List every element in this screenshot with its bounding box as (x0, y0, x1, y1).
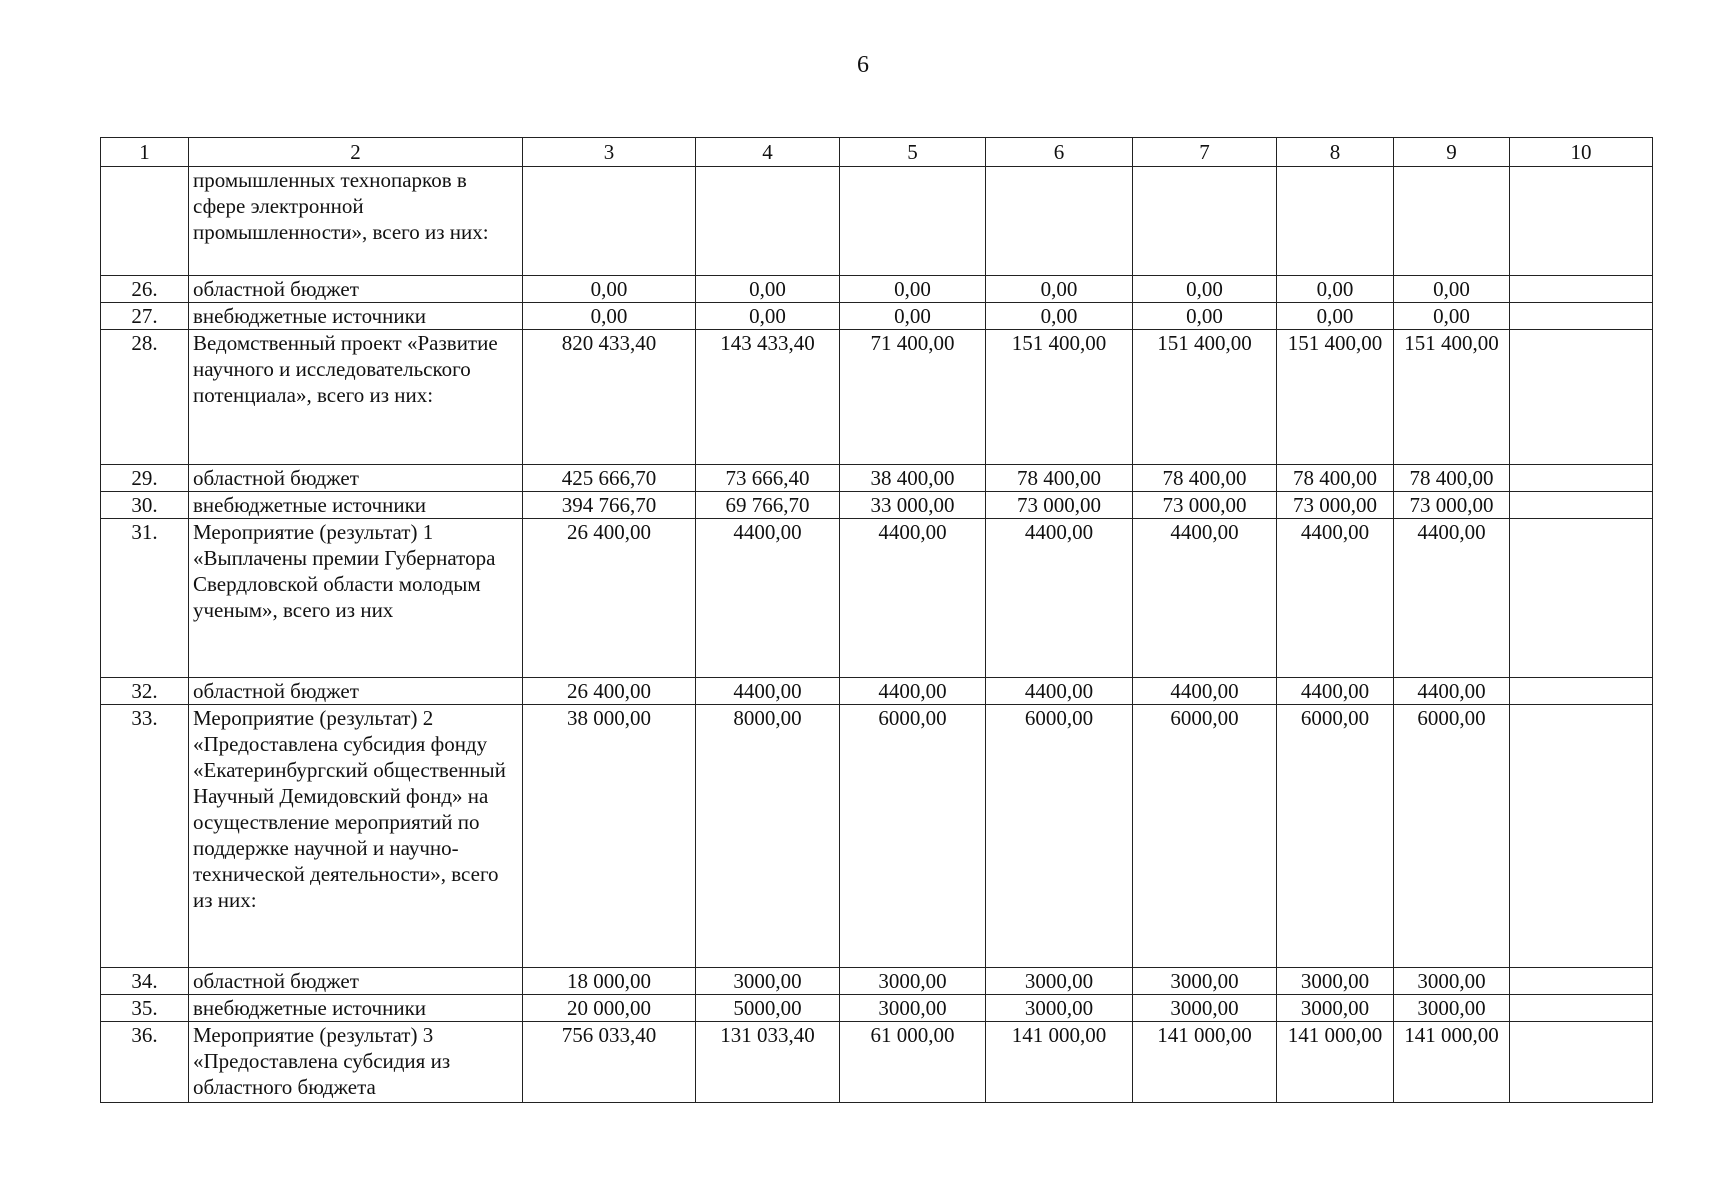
row-number: 33. (101, 705, 189, 968)
value-cell: 4400,00 (1277, 519, 1394, 678)
value-cell: 8000,00 (696, 705, 840, 968)
value-cell: 4400,00 (1133, 678, 1277, 705)
value-cell: 4400,00 (986, 678, 1133, 705)
value-cell: 0,00 (840, 303, 986, 330)
value-cell (1510, 303, 1653, 330)
value-cell: 73 000,00 (986, 492, 1133, 519)
value-cell: 0,00 (1394, 303, 1510, 330)
row-name: промышленных технопарков в сфере электронной промышленности», всего из них: (189, 167, 523, 276)
value-cell: 820 433,40 (523, 330, 696, 465)
value-cell (1510, 519, 1653, 678)
row-name: внебюджетные источники (189, 492, 523, 519)
value-cell: 18 000,00 (523, 968, 696, 995)
value-cell: 26 400,00 (523, 519, 696, 678)
value-cell: 3000,00 (840, 968, 986, 995)
column-header: 1 (101, 138, 189, 167)
value-cell: 6000,00 (840, 705, 986, 968)
row-number: 34. (101, 968, 189, 995)
value-cell: 0,00 (1394, 276, 1510, 303)
value-cell: 143 433,40 (696, 330, 840, 465)
value-cell: 3000,00 (696, 968, 840, 995)
value-cell: 0,00 (696, 303, 840, 330)
value-cell: 26 400,00 (523, 678, 696, 705)
column-header: 6 (986, 138, 1133, 167)
value-cell: 0,00 (1133, 303, 1277, 330)
value-cell: 73 000,00 (1133, 492, 1277, 519)
row-name: внебюджетные источники (189, 995, 523, 1022)
value-cell: 38 400,00 (840, 465, 986, 492)
table-row (101, 276, 1653, 303)
value-cell: 6000,00 (1277, 705, 1394, 968)
value-cell: 756 033,40 (523, 1022, 696, 1103)
row-name: областной бюджет (189, 276, 523, 303)
row-number: 28. (101, 330, 189, 465)
column-header: 4 (696, 138, 840, 167)
value-cell (1510, 330, 1653, 465)
table-row (101, 465, 1653, 492)
value-cell: 4400,00 (1277, 678, 1394, 705)
row-name: Мероприятие (результат) 1 «Выплачены премии Губернатора Свердловской области молодым ученым», всего из них (189, 519, 523, 678)
value-cell: 131 033,40 (696, 1022, 840, 1103)
row-name: областной бюджет (189, 968, 523, 995)
value-cell: 3000,00 (1277, 995, 1394, 1022)
value-cell (523, 167, 696, 276)
row-number: 36. (101, 1022, 189, 1103)
table-row (101, 492, 1653, 519)
column-header: 10 (1510, 138, 1653, 167)
value-cell: 78 400,00 (1133, 465, 1277, 492)
value-cell: 78 400,00 (986, 465, 1133, 492)
value-cell: 151 400,00 (986, 330, 1133, 465)
value-cell: 394 766,70 (523, 492, 696, 519)
value-cell: 141 000,00 (1133, 1022, 1277, 1103)
value-cell: 3000,00 (986, 968, 1133, 995)
value-cell: 6000,00 (1133, 705, 1277, 968)
value-cell (1510, 492, 1653, 519)
value-cell (1510, 995, 1653, 1022)
value-cell (696, 167, 840, 276)
value-cell: 4400,00 (1394, 678, 1510, 705)
value-cell: 141 000,00 (986, 1022, 1133, 1103)
table-row (101, 330, 1653, 465)
value-cell: 0,00 (986, 303, 1133, 330)
row-number: 30. (101, 492, 189, 519)
table-row (101, 1022, 1653, 1103)
value-cell (1510, 1022, 1653, 1103)
column-header: 8 (1277, 138, 1394, 167)
value-cell (1510, 678, 1653, 705)
column-header: 9 (1394, 138, 1510, 167)
value-cell: 38 000,00 (523, 705, 696, 968)
column-header: 5 (840, 138, 986, 167)
value-cell: 6000,00 (1394, 705, 1510, 968)
value-cell: 61 000,00 (840, 1022, 986, 1103)
value-cell: 3000,00 (1277, 968, 1394, 995)
value-cell: 20 000,00 (523, 995, 696, 1022)
table-row (101, 303, 1653, 330)
value-cell: 0,00 (1133, 276, 1277, 303)
value-cell: 3000,00 (1394, 968, 1510, 995)
value-cell: 3000,00 (840, 995, 986, 1022)
column-header: 3 (523, 138, 696, 167)
value-cell: 141 000,00 (1277, 1022, 1394, 1103)
table-row (101, 519, 1653, 678)
value-cell (1394, 167, 1510, 276)
value-cell: 5000,00 (696, 995, 840, 1022)
value-cell: 73 000,00 (1394, 492, 1510, 519)
value-cell (840, 167, 986, 276)
value-cell: 4400,00 (696, 519, 840, 678)
value-cell: 0,00 (986, 276, 1133, 303)
row-number: 27. (101, 303, 189, 330)
row-number: 35. (101, 995, 189, 1022)
column-header: 2 (189, 138, 523, 167)
value-cell: 3000,00 (1394, 995, 1510, 1022)
value-cell (1133, 167, 1277, 276)
value-cell: 3000,00 (1133, 968, 1277, 995)
value-cell: 425 666,70 (523, 465, 696, 492)
value-cell: 151 400,00 (1277, 330, 1394, 465)
row-number (101, 167, 189, 276)
value-cell: 4400,00 (1394, 519, 1510, 678)
value-cell: 0,00 (696, 276, 840, 303)
header-row (101, 138, 1653, 167)
value-cell: 71 400,00 (840, 330, 986, 465)
value-cell (1510, 276, 1653, 303)
value-cell: 0,00 (1277, 303, 1394, 330)
value-cell: 4400,00 (840, 519, 986, 678)
row-name: Мероприятие (результат) 3 «Предоставлена субсидия из областного бюджета (189, 1022, 523, 1103)
table-row (101, 678, 1653, 705)
value-cell: 141 000,00 (1394, 1022, 1510, 1103)
budget-table (100, 137, 1653, 1103)
value-cell: 69 766,70 (696, 492, 840, 519)
table-row (101, 968, 1653, 995)
value-cell (1510, 968, 1653, 995)
value-cell: 73 000,00 (1277, 492, 1394, 519)
row-name: областной бюджет (189, 465, 523, 492)
value-cell: 4400,00 (840, 678, 986, 705)
value-cell: 0,00 (523, 276, 696, 303)
value-cell: 3000,00 (1133, 995, 1277, 1022)
column-header: 7 (1133, 138, 1277, 167)
table-row (101, 995, 1653, 1022)
value-cell: 4400,00 (1133, 519, 1277, 678)
row-name: внебюджетные источники (189, 303, 523, 330)
value-cell: 4400,00 (696, 678, 840, 705)
table-row (101, 705, 1653, 968)
value-cell: 4400,00 (986, 519, 1133, 678)
value-cell (1510, 705, 1653, 968)
value-cell: 73 666,40 (696, 465, 840, 492)
value-cell (986, 167, 1133, 276)
value-cell: 6000,00 (986, 705, 1133, 968)
table-row (101, 167, 1653, 276)
row-number: 29. (101, 465, 189, 492)
row-name: Ведомственный проект «Развитие научного и исследовательского потенциала», всего из них: (189, 330, 523, 465)
table-header (101, 138, 1653, 167)
value-cell (1510, 465, 1653, 492)
table-body (101, 167, 1653, 1103)
row-name: областной бюджет (189, 678, 523, 705)
row-number: 32. (101, 678, 189, 705)
value-cell: 78 400,00 (1394, 465, 1510, 492)
value-cell: 78 400,00 (1277, 465, 1394, 492)
value-cell: 0,00 (1277, 276, 1394, 303)
value-cell: 0,00 (523, 303, 696, 330)
value-cell: 151 400,00 (1133, 330, 1277, 465)
value-cell: 0,00 (840, 276, 986, 303)
row-name: Мероприятие (результат) 2 «Предоставлена субсидия фонду «Екатеринбургский общественный Научный Демидовский фонд» на осуществление мероприятий по поддержке научной и научно-технической деятельности», всего из них: (189, 705, 523, 968)
value-cell (1510, 167, 1653, 276)
row-number: 31. (101, 519, 189, 678)
value-cell: 151 400,00 (1394, 330, 1510, 465)
value-cell (1277, 167, 1394, 276)
page-number: 6 (857, 52, 869, 78)
row-number: 26. (101, 276, 189, 303)
value-cell: 3000,00 (986, 995, 1133, 1022)
value-cell: 33 000,00 (840, 492, 986, 519)
